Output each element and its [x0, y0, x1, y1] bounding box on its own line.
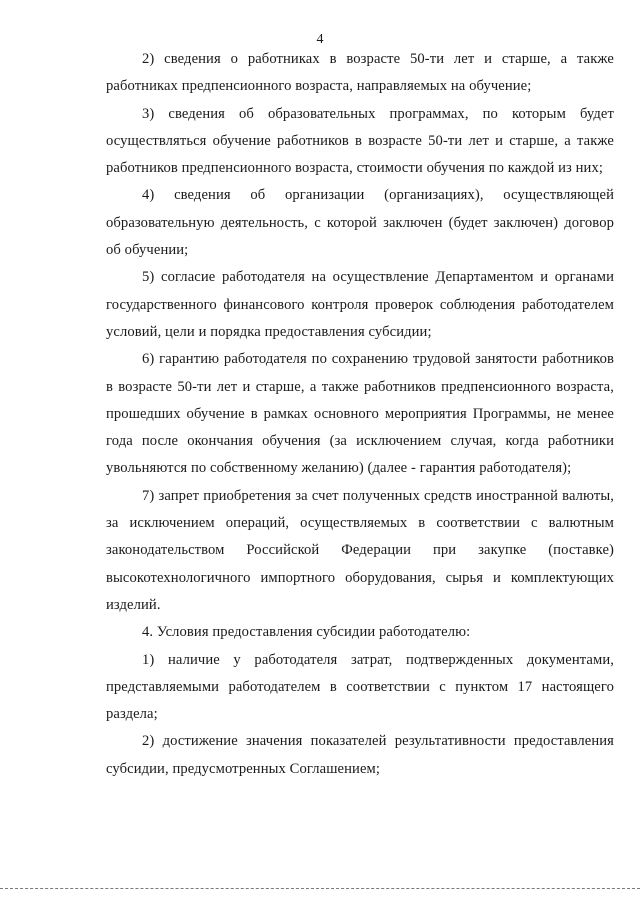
page-bottom-divider	[0, 888, 640, 890]
paragraph-item-5: 5) согласие работодателя на осуществление Департаментом и органами государственного финансового контроля проверок соблюдения работодателем условий, цели и порядка предоставления субсидии;	[106, 269, 614, 340]
page-number: 4	[316, 32, 324, 47]
paragraph-item-7: 7) запрет приобретения за счет полученных средств иностранной валюты, за исключением операций, осуществляемых в соответствии с валютным законодательством Российской Федерации при закупке (поставке) высокотехнологичного импортного оборудования, сырья и комплектующих изделий.	[106, 487, 614, 613]
paragraph-item-2: 2) сведения о работниках в возрасте 50-ти лет и старше, а также работниках предпенсионного возраста, направляемых на обучение;	[106, 51, 614, 95]
condition-item-1: 1) наличие у работодателя затрат, подтвержденных документами, представляемыми работодателем в соответствии с пунктом 17 настоящего раздела;	[106, 651, 614, 723]
section-heading: 4. Условия предоставления субсидии работодателю:	[142, 624, 471, 641]
condition-item-2: 2) достижение значения показателей результативности предоставления субсидии, предусмотренных Соглашением;	[106, 733, 614, 777]
paragraph-item-6: 6) гарантию работодателя по сохранению трудовой занятости работников в возрасте 50-ти лет и старше, а также работников предпенсионного возраста, прошедших обучение в рамках основного мероприятия Программы, не менее года после окончания обучения (за исключением случая, когда работники увольняются по собственному желанию) (далее - гарантия работодателя);	[106, 351, 614, 477]
paragraph-item-4: 4) сведения об организации (организациях), осуществляющей образовательную деятельность, с которой заключен (будет заключен) договор об обучении;	[106, 187, 614, 259]
document-body	[106, 46, 614, 783]
paragraph-item-3: 3) сведения об образовательных программах, по которым будет осуществляться обучение работников в возрасте 50-ти лет и старше, а также работников предпенсионного возраста, стоимости обучения по каждой из них;	[106, 105, 614, 177]
